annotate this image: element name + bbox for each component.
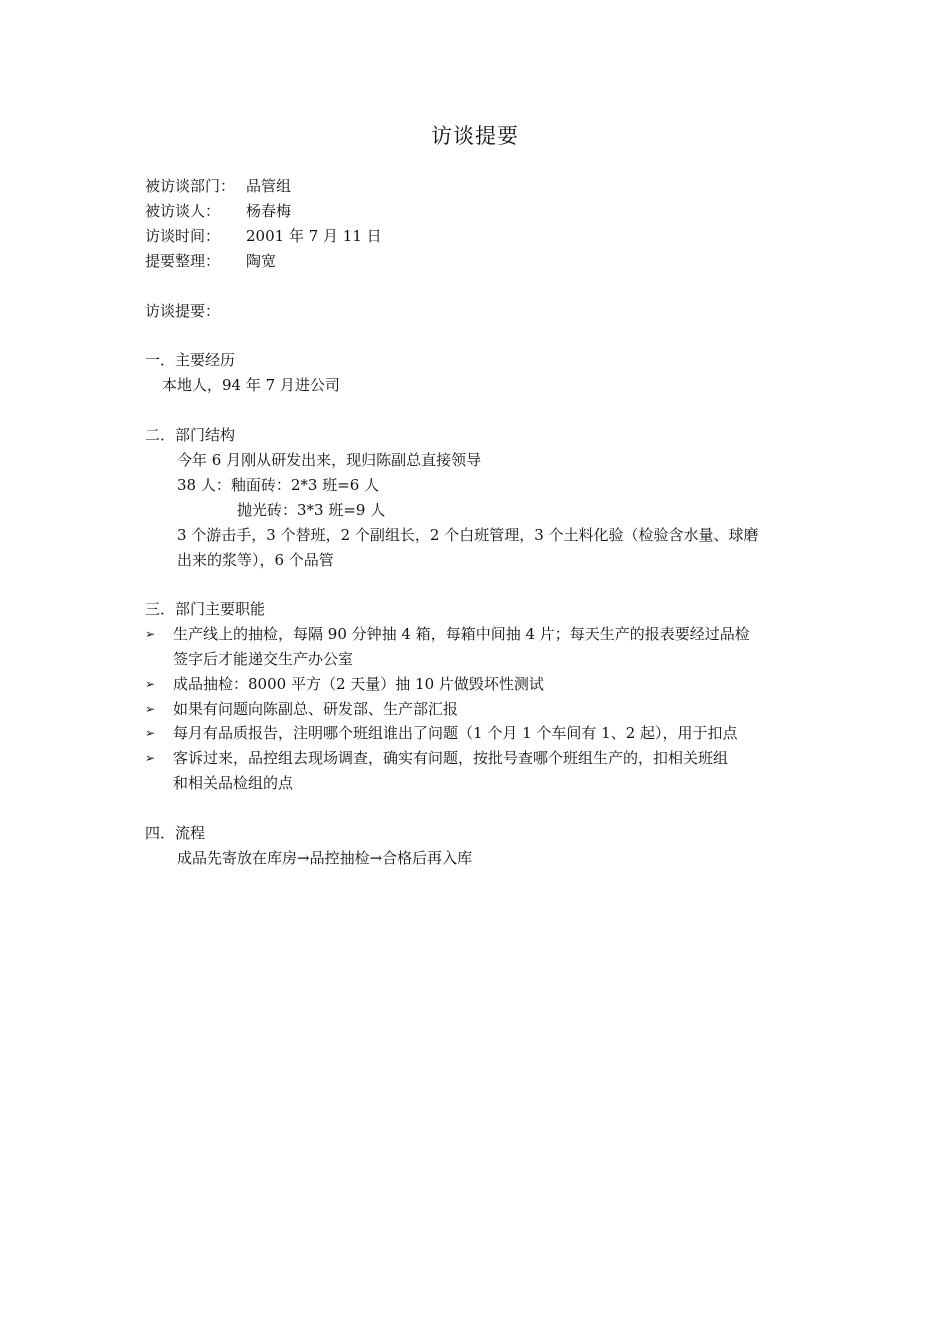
- process-line: 成品先寄放在库房→品控抽检→合格后再入库: [177, 849, 473, 867]
- function-item: 每月有品质报告，注明哪个班组谁出了问题（1 个月 1 个车间有 1、2 起），用于扣点: [173, 724, 738, 742]
- meta-value: 2001 年 7 月 11 日: [246, 227, 382, 245]
- bullet-arrow-icon: ➢: [145, 627, 156, 641]
- meta-label: 被访谈人：: [145, 202, 221, 220]
- bullet-arrow-icon: ➢: [145, 726, 156, 740]
- structure-line: 3 个游击手，3 个替班，2 个副组长，2 个白班管理，3 个土料化验（检验含水量、球磨: [177, 526, 759, 544]
- meta-value: 陶宽: [246, 252, 277, 270]
- summary-heading: 访谈提要：: [145, 302, 221, 320]
- section-heading-process: 四．流程: [145, 824, 206, 842]
- meta-value: 品管组: [246, 177, 292, 195]
- document-title: 访谈提要: [431, 124, 519, 148]
- meta-label: 被访谈部门：: [145, 177, 236, 195]
- meta-label: 提要整理：: [145, 252, 221, 270]
- bullet-arrow-icon: ➢: [145, 751, 156, 765]
- structure-line: 出来的浆等），6 个品管: [177, 551, 334, 569]
- section-heading-structure: 二．部门结构: [145, 426, 236, 444]
- meta-value: 杨春梅: [246, 202, 292, 220]
- function-item: 如果有问题向陈副总、研发部、生产部汇报: [173, 700, 459, 718]
- function-item: 成品抽检：8000 平方（2 天量）抽 10 片做毁坏性测试: [173, 675, 544, 693]
- function-item: 生产线上的抽检，每隔 90 分钟抽 4 箱，每箱中间抽 4 片；每天生产的报表要经过品检: [173, 625, 750, 643]
- section-heading-functions: 三．部门主要职能: [145, 600, 266, 618]
- experience-line: 本地人，94 年 7 月进公司: [162, 376, 340, 394]
- structure-line: 抛光砖：3*3 班=9 人: [237, 501, 386, 519]
- section-heading-experience: 一．主要经历: [145, 351, 236, 369]
- meta-label: 访谈时间：: [145, 227, 221, 245]
- function-item-continued: 签字后才能递交生产办公室: [173, 650, 354, 668]
- bullet-arrow-icon: ➢: [145, 702, 156, 716]
- bullet-arrow-icon: ➢: [145, 677, 156, 691]
- structure-line: 今年 6 月刚从研发出来，现归陈副总直接领导: [177, 451, 482, 469]
- function-item: 客诉过来，品控组去现场调查，确实有问题，按批号查哪个班组生产的，扣相关班组: [173, 749, 729, 767]
- function-item-continued: 和相关品检组的点: [173, 774, 294, 792]
- structure-line: 38 人：釉面砖：2*3 班=6 人: [177, 476, 380, 494]
